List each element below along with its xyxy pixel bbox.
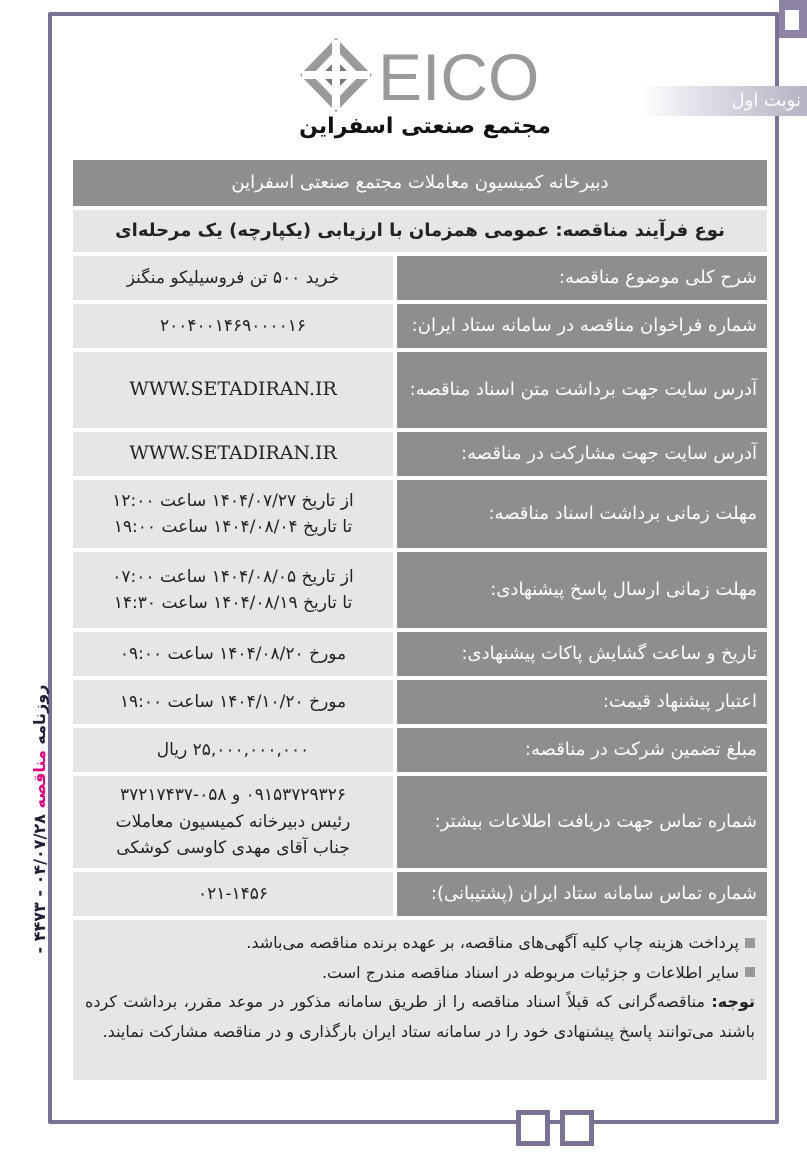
row-value-line: خرید ۵۰۰ تن فروسیلیکو منگنز — [126, 267, 340, 288]
row-label: آدرس سایت جهت مشارکت در مناقصه: — [397, 432, 767, 476]
note-text-1: پرداخت هزینه چاپ کلیه آگهی‌های مناقصه، بر عهده برنده مناقصه می‌باشد. — [246, 933, 739, 952]
row-label: شماره فراخوان مناقصه در سامانه ستاد ایران: — [397, 304, 767, 348]
eico-logo — [300, 38, 550, 112]
table-row — [73, 728, 767, 772]
website-link[interactable]: WWW.SETADIRAN.IR — [129, 378, 337, 401]
row-value-line: ۰۲۱-۱۴۵۶ — [197, 883, 269, 904]
note-bullet-2 — [85, 958, 755, 988]
row-label: اعتبار پیشنهاد قیمت: — [397, 680, 767, 724]
nobat-label: نوبت اول — [642, 86, 807, 116]
table-row — [73, 352, 767, 428]
row-value-line: از تاریخ ۱۴۰۴/۰۸/۰۵ ساعت ۰۷:۰۰ — [112, 566, 354, 587]
row-value-line: تا تاریخ ۱۴۰۴/۰۸/۱۹ ساعت ۱۴:۳۰ — [113, 593, 353, 613]
side-label-suffix: ۰۴/۰۷/۲۸ - ۴۴۷۳ - — [30, 814, 49, 954]
row-value — [73, 552, 393, 628]
table-row — [73, 256, 767, 300]
website-link[interactable]: WWW.SETADIRAN.IR — [129, 442, 337, 465]
row-value-line: ۰۹۱۵۳۷۲۹۳۲۶ و ۰۵۸-۳۷۲۱۷۴۳۷ — [119, 785, 347, 806]
row-value — [73, 632, 393, 676]
table-row — [73, 776, 767, 868]
row-value-line: ۲۰۰۴۰۰۱۴۶۹۰۰۰۰۱۶ — [159, 315, 307, 336]
attention-label: توجه: — [711, 992, 755, 1012]
footer-square-right — [560, 1110, 594, 1146]
table-row — [73, 304, 767, 348]
commission-band: دبیرخانه کمیسیون معاملات مجتمع صنعتی اسفراین — [73, 160, 767, 206]
row-value-line: جناب آقای مهدی کاوسی کوشکی — [116, 838, 350, 859]
row-value — [73, 728, 393, 772]
row-label: شماره تماس سامانه ستاد ایران (پشتیبانی): — [397, 872, 767, 916]
side-label-prefix: روزنامه — [30, 684, 49, 745]
tender-table — [73, 160, 767, 1080]
note-bullet-1 — [85, 928, 755, 958]
company-name: مجتمع صنعتی اسفراین — [299, 114, 551, 139]
row-value — [73, 480, 393, 548]
side-label-brand: مناقصه — [30, 750, 49, 809]
row-value-line: رئیس دبیرخانه کمیسیون معاملات — [115, 811, 351, 832]
bullet-square-icon — [745, 938, 755, 948]
row-value — [73, 256, 393, 300]
row-label: شرح کلی موضوع مناقصه: — [397, 256, 767, 300]
footer-square-left — [516, 1110, 550, 1146]
row-label: آدرس سایت جهت برداشت متن اسناد مناقصه: — [397, 352, 767, 428]
bullet-square-icon — [745, 967, 755, 977]
row-label: مهلت زمانی برداشت اسناد مناقصه: — [397, 480, 767, 548]
attention-text: مناقصه‌گرانی که قبلاً اسناد مناقصه را از طریق سامانه مذکور در موعد مقرر، برداشت کرده باشند می‌توانند پاسخ پیشنهادی خود را در سامانه ستاد ایران بارگذاری و در مناقصه مشارکت نمایند. — [85, 992, 755, 1041]
row-value — [73, 304, 393, 348]
logo-text: EICO — [378, 40, 540, 112]
row-label: مهلت زمانی ارسال پاسخ پیشنهادی: — [397, 552, 767, 628]
attention-note — [85, 987, 755, 1046]
row-value-line: تا تاریخ ۱۴۰۴/۰۸/۰۴ ساعت ۱۹:۰۰ — [113, 517, 353, 537]
corner-tab-inner — [785, 10, 799, 30]
table-row — [73, 680, 767, 724]
row-value — [73, 352, 393, 428]
table-row — [73, 552, 767, 628]
row-value — [73, 776, 393, 868]
row-value — [73, 432, 393, 476]
table-row — [73, 872, 767, 916]
row-value-line: مورخ ۱۴۰۴/۰۸/۲۰ ساعت ۰۹:۰۰ — [119, 643, 347, 664]
row-value — [73, 872, 393, 916]
row-value-line: از تاریخ ۱۴۰۴/۰۷/۲۷ ساعت ۱۲:۰۰ — [112, 490, 354, 511]
row-label: مبلغ تضمین شرکت در مناقصه: — [397, 728, 767, 772]
note-text-2: سایر اطلاعات و جزئیات مربوطه در اسناد مناقصه مندرج است. — [321, 962, 739, 982]
notes-box — [73, 920, 767, 1080]
row-value-line: مورخ ۱۴۰۴/۱۰/۲۰ ساعت ۱۹:۰۰ — [119, 691, 347, 712]
row-value-line: ۲۵,۰۰۰,۰۰۰,۰۰۰ ریال — [156, 739, 310, 760]
tender-type: نوع فرآیند مناقصه: عمومی همزمان با ارزیابی (یکپارچه) یک مرحله‌ای — [73, 210, 767, 252]
table-row — [73, 432, 767, 476]
table-row — [73, 632, 767, 676]
newspaper-side-label — [30, 674, 49, 964]
row-label: تاریخ و ساعت گشایش پاکات پیشنهادی: — [397, 632, 767, 676]
row-value — [73, 680, 393, 724]
row-label: شماره تماس جهت دریافت اطلاعات بیشتر: — [397, 776, 767, 868]
rows-container — [73, 256, 767, 916]
table-row — [73, 480, 767, 548]
